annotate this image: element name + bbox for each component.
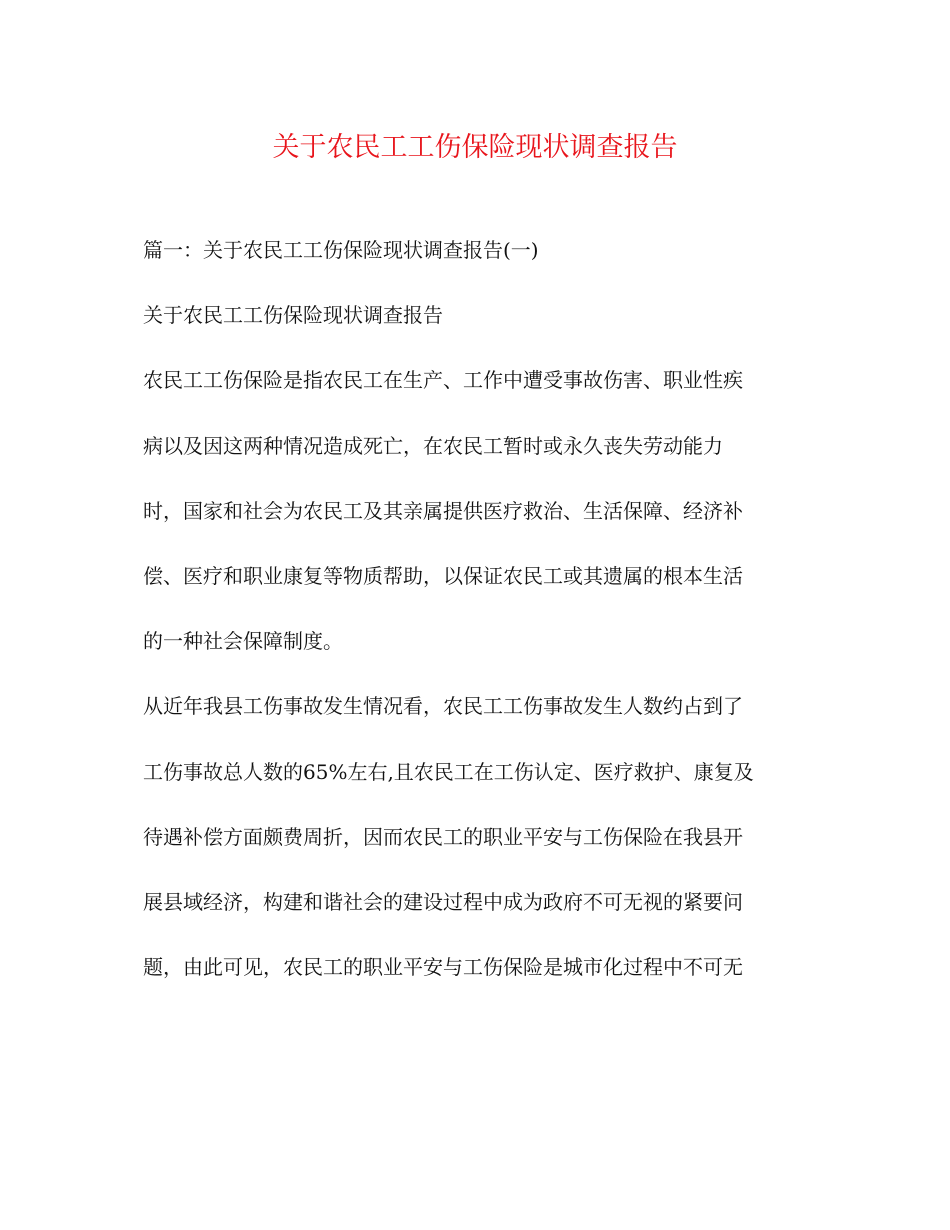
paragraph-line: 农民工工伤保险是指农民工在生产、工作中遭受事故伤害、职业性疾 xyxy=(143,368,743,393)
paragraph-line: 时，国家和社会为农民工及其亲属提供医疗救治、生活保障、经济补 xyxy=(143,498,743,523)
paragraph-line: 从近年我县工伤事故发生情况看，农民工工伤事故发生人数约占到了 xyxy=(143,694,743,719)
document-body xyxy=(143,228,808,1010)
paragraph-line: 的一种社会保障制度。 xyxy=(143,629,343,654)
report-subtitle: 关于农民工工伤保险现状调查报告 xyxy=(143,303,443,328)
paragraph-line: 工伤事故总人数的65%左右,且农民工在工伤认定、医疗救护、康复及 xyxy=(143,759,754,784)
paragraph-line: 题，由此可见，农民工的职业平安与工伤保险是城市化过程中不可无 xyxy=(143,955,743,980)
document-title: 关于农民工工伤保险现状调查报告 xyxy=(272,132,678,163)
paragraph-line: 展县域经济，构建和谐社会的建设过程中成为政府不可无视的紧要问 xyxy=(143,889,743,914)
paragraph-line: 待遇补偿方面颇费周折，因而农民工的职业平安与工伤保险在我县开 xyxy=(143,824,743,849)
section-heading: 篇一：关于农民工工伤保险现状调查报告(一) xyxy=(143,238,539,262)
paragraph-line: 偿、医疗和职业康复等物质帮助，以保证农民工或其遗属的根本生活 xyxy=(143,563,743,588)
paragraph-line: 病以及因这两种情况造成死亡，在农民工暂时或永久丧失劳动能力 xyxy=(143,433,723,458)
